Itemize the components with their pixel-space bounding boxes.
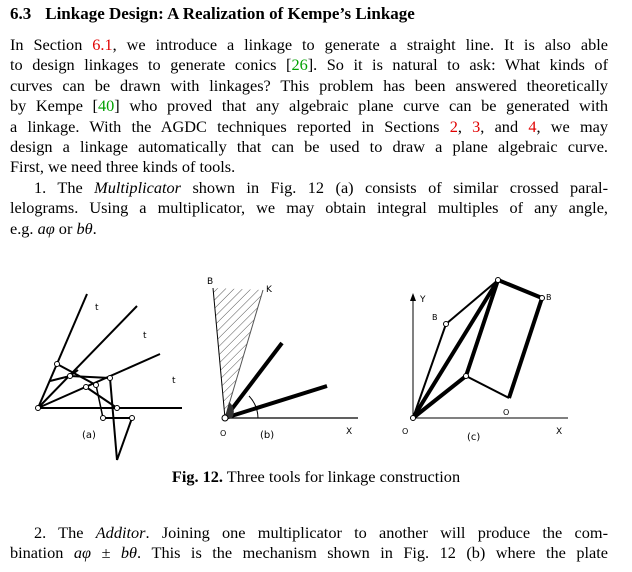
- figure-caption: [0, 467, 632, 487]
- figure-a-multiplicator: [36, 294, 183, 460]
- text-line: e.g. aφ or bθ.: [10, 218, 97, 238]
- figure-c-label-o: O: [402, 427, 409, 436]
- figure-a-link-label: t: [143, 331, 147, 341]
- figure-a-link-label: t: [172, 376, 176, 386]
- figure-b-sublabel: (b): [260, 430, 275, 441]
- caption-label: Fig. 12.: [171, 467, 224, 486]
- text-line: 2. The Additor. Joining one multiplicator to another will produce the com-: [34, 523, 608, 542]
- citation-link[interactable]: 40: [97, 96, 115, 116]
- paragraph-additor: [10, 523, 608, 564]
- section-heading: [10, 4, 415, 24]
- section-number: 6.3: [10, 4, 32, 23]
- figure-c: [410, 278, 568, 421]
- section-ref-link[interactable]: 2: [449, 116, 458, 136]
- figure-c-label-o-small: O: [503, 408, 510, 417]
- text-line: a linkage. With the AGDC techniques reported in Sections 2, 3, and 4, we may: [10, 116, 608, 136]
- text-line: lelograms. Using a multiplicator, we may obtain integral multiples of any angle,: [10, 198, 608, 218]
- caption-text: Three tools for linkage construction: [226, 467, 461, 486]
- section-title: Linkage Design: A Realization of Kempe’s Linkage: [45, 4, 415, 23]
- text-line: design a linkage automatically that can be used to draw a plane algebraic curve.: [10, 137, 608, 157]
- figure-b-additor: [213, 288, 358, 421]
- section-ref-link[interactable]: 6.1: [92, 35, 113, 54]
- figure-c-label-b-inner: B: [432, 313, 438, 322]
- citation-link[interactable]: 26: [291, 55, 308, 75]
- figure-b-label-o: O: [220, 429, 227, 438]
- figure-c-sublabel: (c): [467, 432, 481, 443]
- text-line: In Section 6.1, we introduce a linkage to generate a straight line. It is also able: [10, 35, 608, 54]
- figure-b-label-k: K: [266, 285, 272, 295]
- figure-c-label-x: X: [556, 427, 563, 437]
- text-line: 1. The Multiplicator shown in Fig. 12 (a) consists of similar crossed paral-: [34, 177, 609, 197]
- text-line: by Kempe [40] who proved that any algebraic plane curve can be generated with: [10, 96, 609, 116]
- figure-12: [0, 268, 632, 472]
- section-ref-link[interactable]: 3: [472, 116, 481, 136]
- text-line: bination aφ ± bθ. This is the mechanism shown in Fig. 12 (b) where the plate: [10, 543, 608, 563]
- paragraph-intro: [10, 35, 608, 239]
- figure-c-label-b-outer: B: [546, 293, 552, 302]
- figure-a-link-label: t: [95, 303, 99, 313]
- text-line: First, we need three kinds of tools.: [10, 157, 236, 177]
- figure-b-label-x: X: [346, 427, 353, 437]
- text-line: curves can be drawn with linkages? This problem has been answered theoretically: [10, 75, 608, 95]
- figure-c-label-y: Y: [420, 295, 426, 305]
- figure-a-sublabel: (a): [82, 430, 96, 441]
- section-ref-link[interactable]: 4: [528, 116, 537, 136]
- text-line: to design linkages to generate conics [26]. So it is natural to ask: What kinds of: [10, 55, 608, 75]
- figure-b-label-b: B: [207, 277, 214, 287]
